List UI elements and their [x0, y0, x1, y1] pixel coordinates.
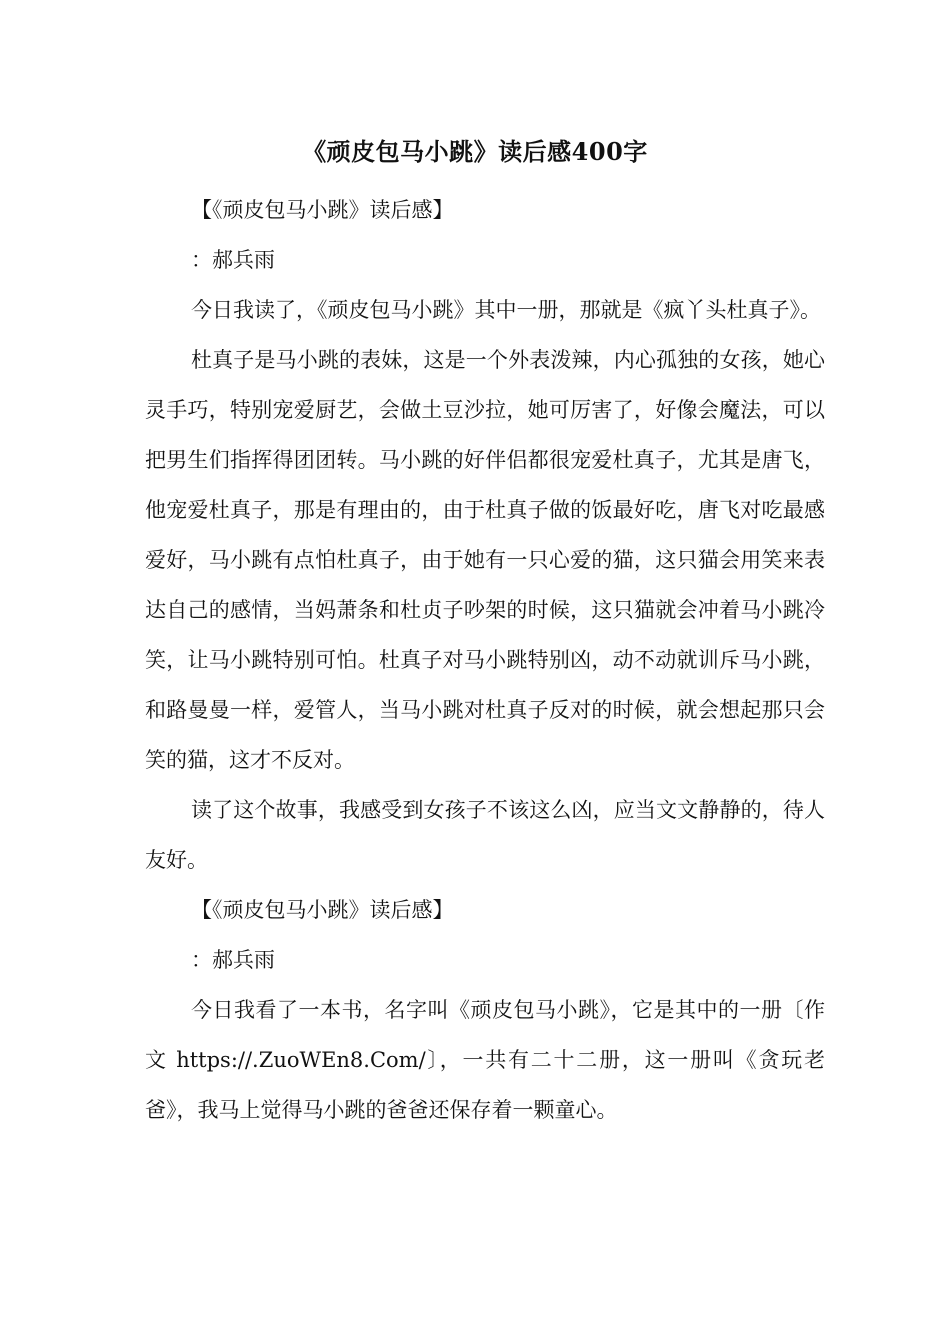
document-title: 《顽皮包马小跳》读后感400字 — [302, 137, 648, 166]
author-line: ：郝兵雨 — [191, 248, 275, 272]
section-heading: 【《顽皮包马小跳》读后感】 — [191, 198, 454, 222]
paragraph: 读了这个故事，我感受到女孩子不该这么凶，应当文文静静的，待人友好。 — [145, 798, 825, 872]
section-heading: 【《顽皮包马小跳》读后感】 — [191, 898, 454, 922]
document-body — [145, 185, 825, 1135]
paragraph: 杜真子是马小跳的表妹，这是一个外表泼辣，内心孤独的女孩，她心灵手巧，特别宠爱厨艺，会做土豆沙拉，她可厉害了，好像会魔法，可以把男生们指挥得团团转。马小跳的好伴侣都很宠爱杜真子，尤其是唐飞，他宠爱杜真子，那是有理由的，由于杜真子做的饭最好吃，唐飞对吃最感爱好，马小跳有点怕杜真子，由于她有一只心爱的猫，这只猫会用笑来表达自己的感情，当妈萧条和杜贞子吵架的时候，这只猫就会冲着马小跳冷笑，让马小跳特别可怕。杜真子对马小跳特别凶，动不动就训斥马小跳，和路曼曼一样，爱管人，当马小跳对杜真子反对的时候，就会想起那只会笑的猫，这才不反对。 — [145, 348, 825, 772]
paragraph: 今日我看了一本书，名字叫《顽皮包马小跳》，它是其中的一册〔作文 https://.ZuoWEn8.Com/〕，一共有二十二册，这一册叫《贪玩老爸》，我马上觉得马小跳的爸爸还保存着一颗童心。 — [145, 998, 825, 1122]
paragraph: 今日我读了，《顽皮包马小跳》其中一册，那就是《疯丫头杜真子》。 — [191, 298, 821, 322]
author-line: ：郝兵雨 — [191, 948, 275, 972]
